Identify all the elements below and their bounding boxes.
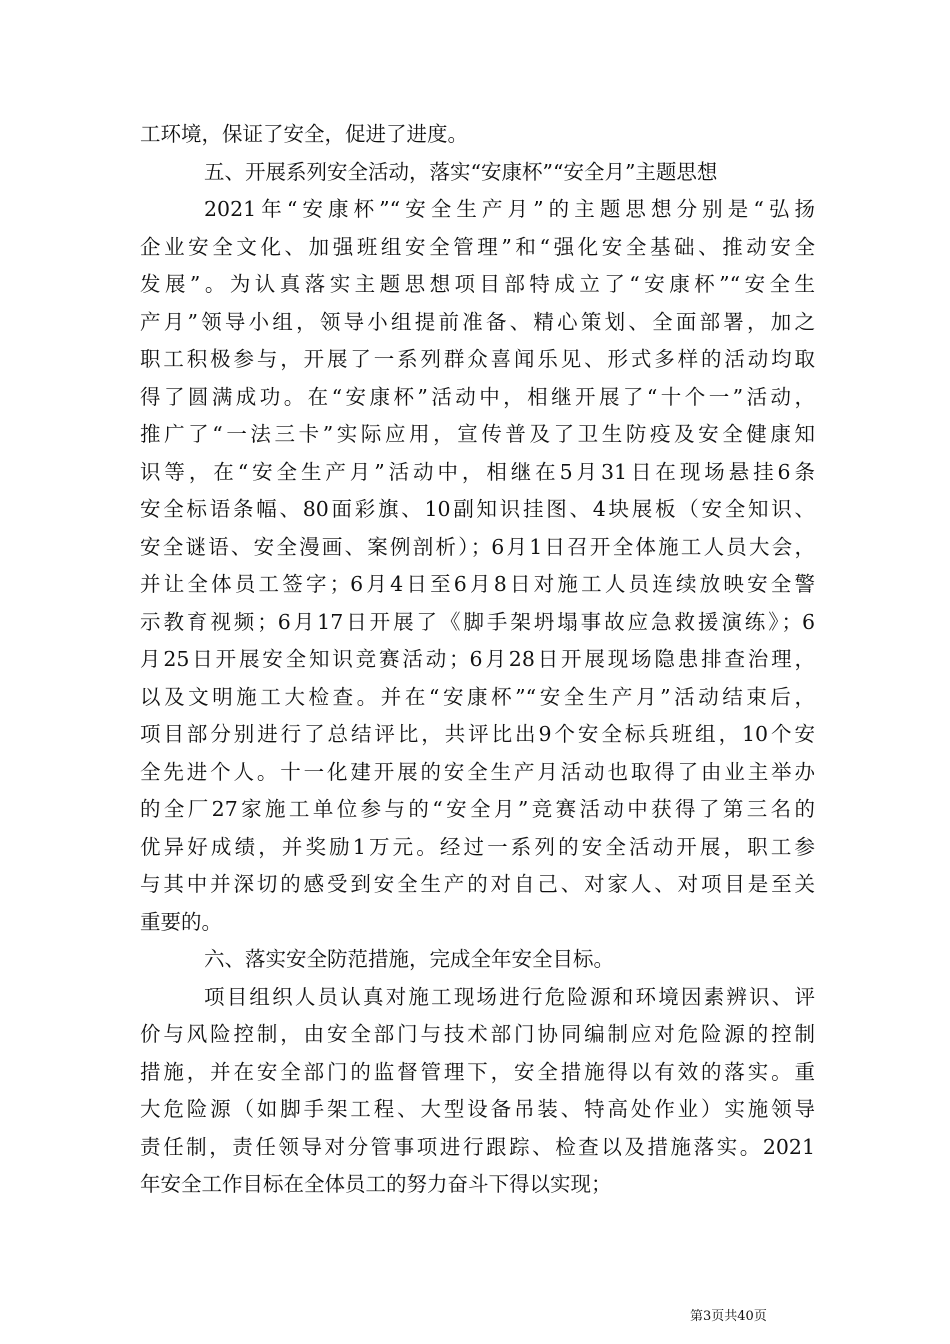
paragraph-line: 项目组织人员认真对施工现场进行危险源和环境因素辨识、评 <box>204 984 815 1009</box>
paragraph-line: 责任制，责任领导对分管事项进行跟踪、检查以及措施落实。2021 <box>140 1134 815 1159</box>
paragraph-line: 重要的。 <box>140 909 222 934</box>
paragraph-line: 与其中并深切的感受到安全生产的对自己、对家人、对项目是至关 <box>140 872 815 896</box>
paragraph-line: 措施，并在安全部门的监督管理下，安全措施得以有效的落实。重 <box>140 1059 815 1084</box>
paragraph-line: 并让全体员工签字；6月4日至6月8日对施工人员连续放映安全警 <box>140 572 815 596</box>
page-number-footer: 第3页共40页 <box>690 1309 767 1324</box>
paragraph-line: 价与风险控制，由安全部门与技术部门协同编制应对危险源的控制 <box>140 1022 815 1046</box>
paragraph-line: 年安全工作目标在全体员工的努力奋斗下得以实现； <box>140 1172 612 1196</box>
paragraph-line: 推广了“一法三卡”实际应用，宣传普及了卫生防疫及安全健康知 <box>140 422 815 446</box>
paragraph-line: 识等，在“安全生产月”活动中，相继在5月31日在现场悬挂6条 <box>140 459 815 484</box>
paragraph-line: 产月”领导小组，领导小组提前准备、精心策划、全面部署，加之 <box>140 309 815 334</box>
paragraph-line: 优异好成绩，并奖励1万元。经过一系列的安全活动开展，职工参 <box>140 834 815 859</box>
paragraph-line: 安全谜语、安全漫画、案例剖析）；6月1日召开全体施工人员大会， <box>140 534 815 559</box>
paragraph-line: 月25日开展安全知识竞赛活动；6月28日开展现场隐患排查治理， <box>140 647 815 671</box>
paragraph-line: 得了圆满成功。在“安康杯”活动中，相继开展了“十个一”活动， <box>140 384 815 409</box>
paragraph-continuation-line: 工环境，保证了安全，促进了进度。 <box>140 122 468 146</box>
section-heading-5: 五、开展系列安全活动，落实“安康杯”“安全月”主题思想 <box>204 159 718 184</box>
paragraph-line: 的全厂27家施工单位参与的“安全月”竞赛活动中获得了第三名的 <box>140 797 815 821</box>
paragraph-line: 大危险源（如脚手架工程、大型设备吊装、特高处作业）实施领导 <box>140 1097 815 1121</box>
paragraph-line: 发展”。为认真落实主题思想项目部特成立了“安康杯”“安全生 <box>140 272 815 296</box>
paragraph-line: 2021年“安康杯”“安全生产月”的主题思想分别是“弘扬 <box>204 197 815 221</box>
paragraph-line: 职工积极参与，开展了一系列群众喜闻乐见、形式多样的活动均取 <box>140 347 815 371</box>
paragraph-line: 示教育视频；6月17日开展了《脚手架坍塌事故应急救援演练》；6 <box>140 609 815 634</box>
paragraph-line: 企业安全文化、加强班组安全管理”和“强化安全基础、推动安全 <box>140 234 815 259</box>
paragraph-line: 全先进个人。十一化建开展的安全生产月活动也取得了由业主举办 <box>140 759 815 784</box>
paragraph-line: 项目部分别进行了总结评比，共评比出9个安全标兵班组，10个安 <box>140 722 815 746</box>
document-body <box>140 116 815 1204</box>
paragraph-line: 以及文明施工大检查。并在“安康杯”“安全生产月”活动结束后， <box>140 684 815 709</box>
paragraph-line: 安全标语条幅、80面彩旗、10副知识挂图、4块展板（安全知识、 <box>140 497 815 521</box>
section-heading-6: 六、落实安全防范措施，完成全年安全目标。 <box>204 947 614 971</box>
